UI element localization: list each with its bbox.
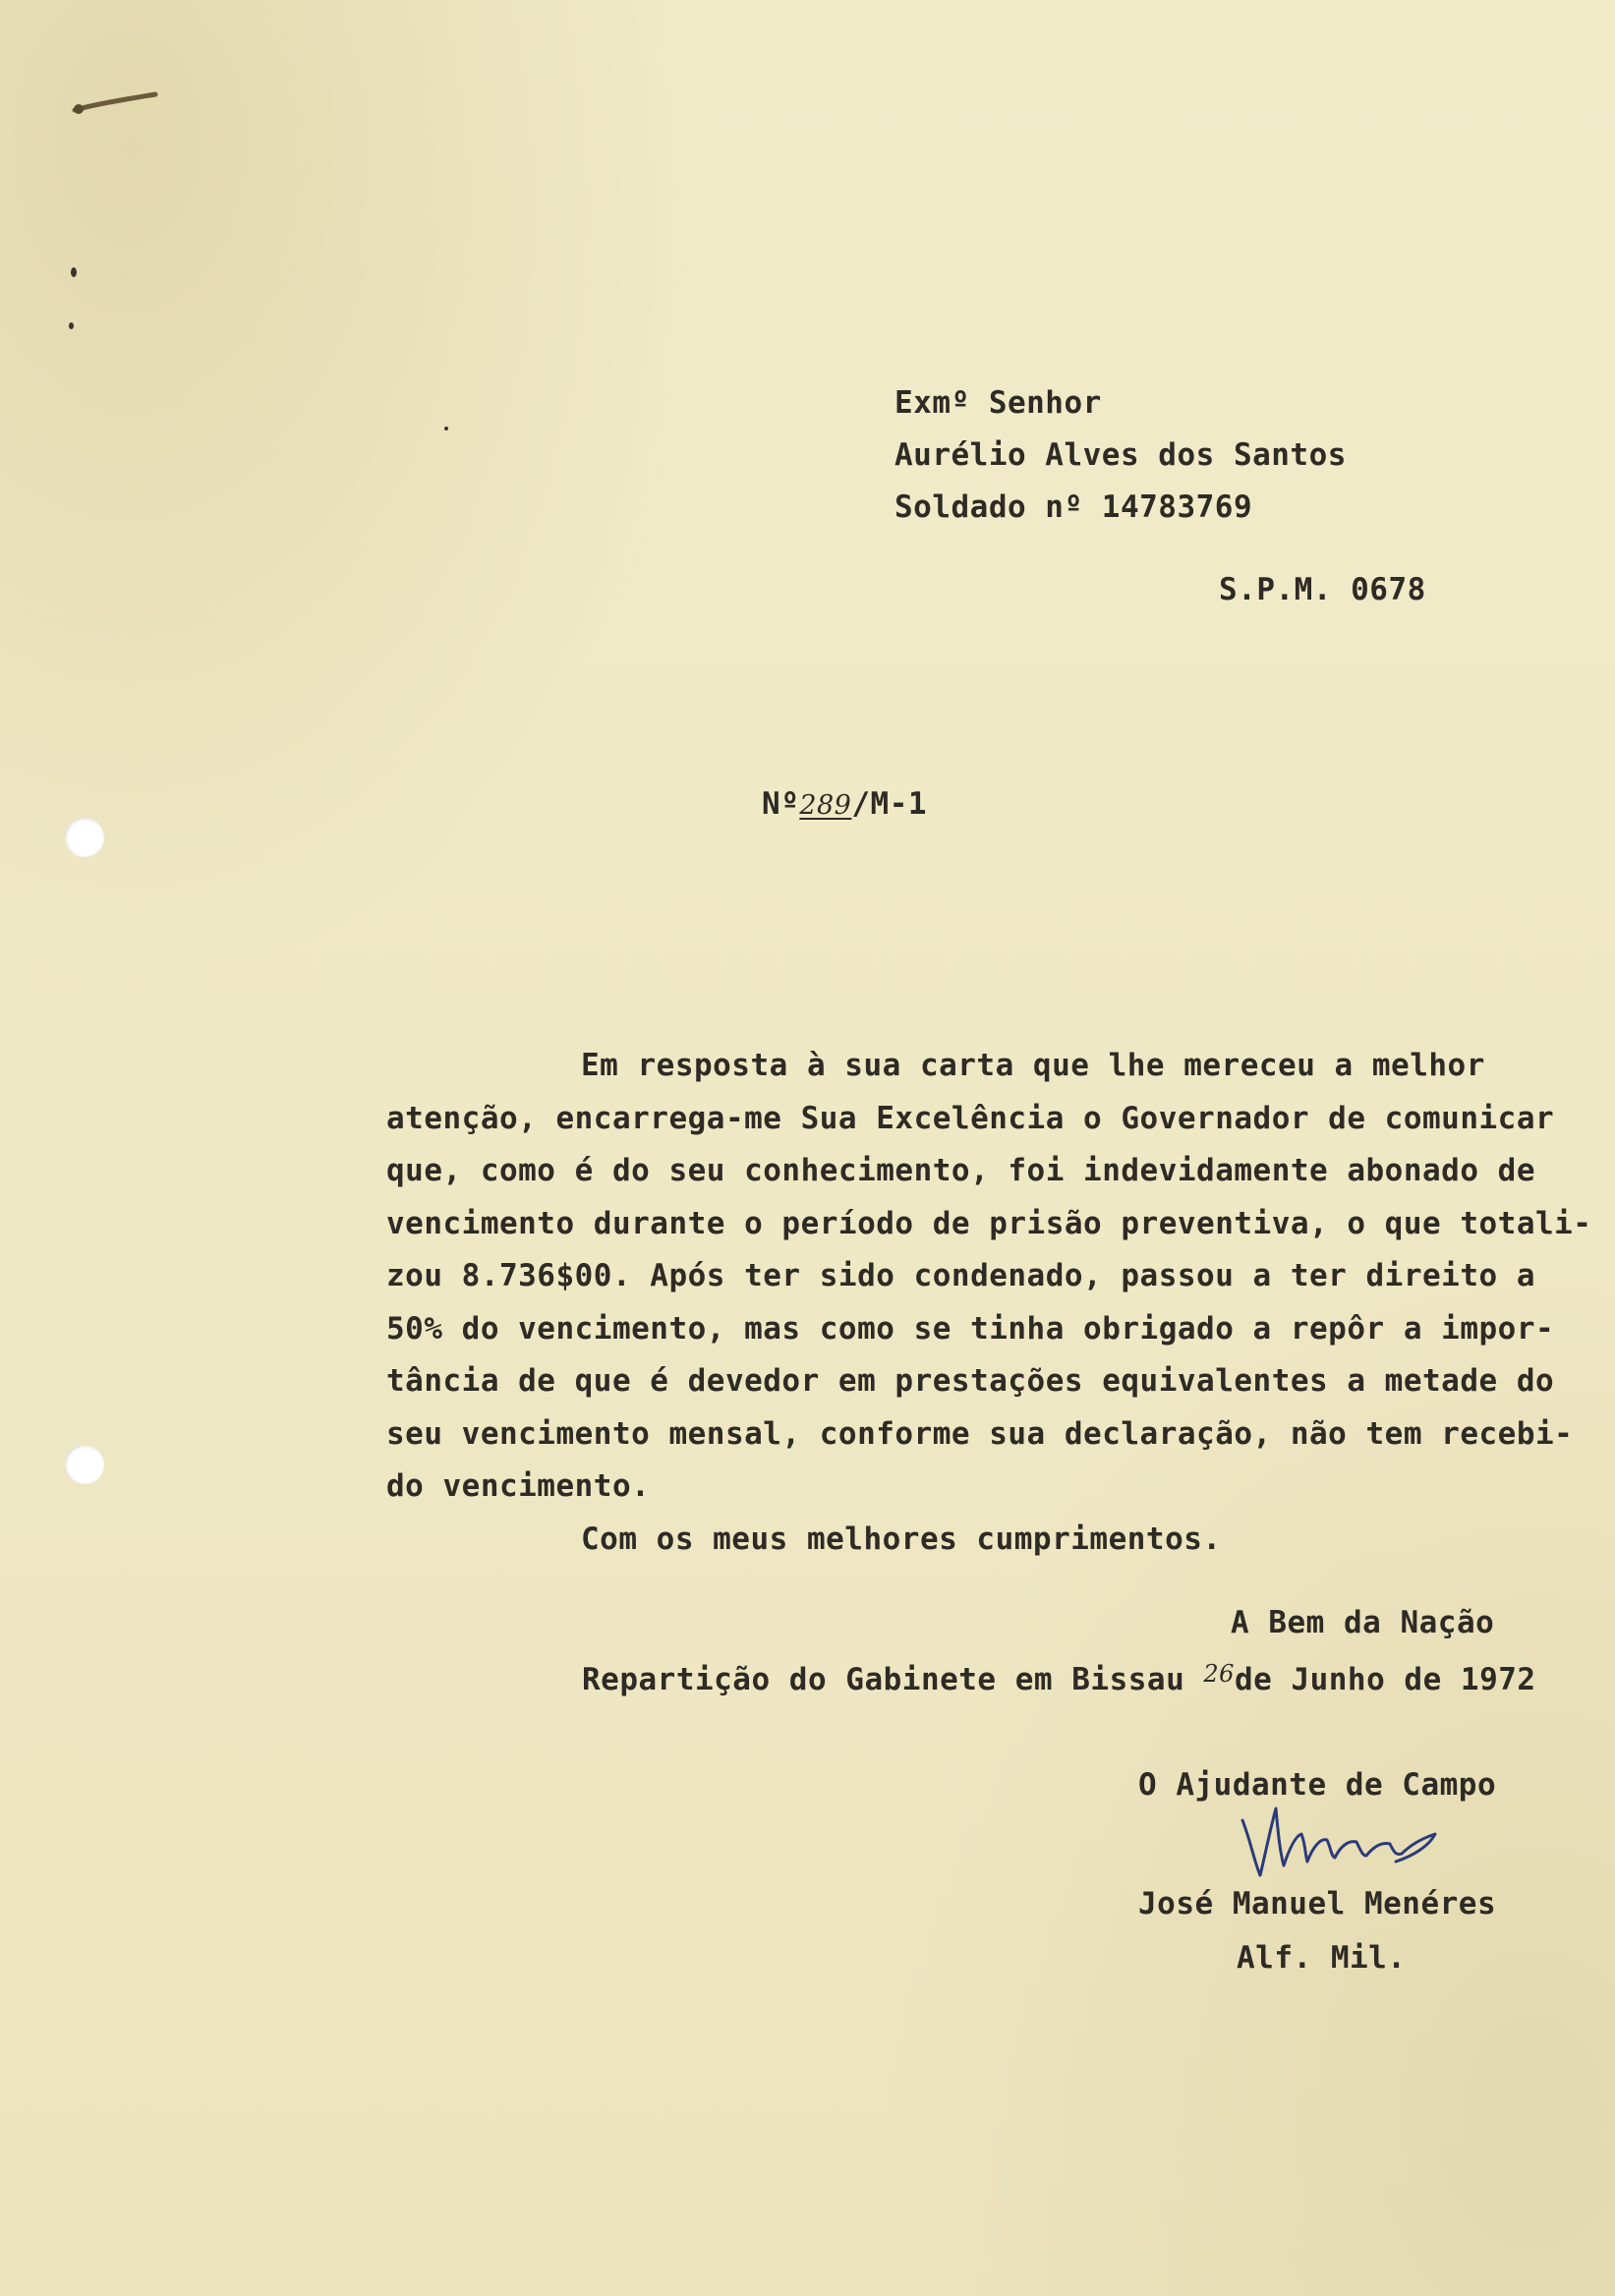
staple-mark [71, 90, 159, 120]
letter-body [386, 1040, 1591, 1566]
body-line: seu vencimento mensal, conforme sua declaração, não tem recebi- [386, 1415, 1574, 1452]
place-date [582, 1654, 1536, 1708]
body-line: Em resposta à sua carta que lhe mereceu a melhor [581, 1048, 1485, 1083]
punch-hole-bottom [65, 1445, 104, 1484]
reference-prefix: Nº [762, 786, 800, 822]
body-line: atenção, encarrega-me Sua Excelência o Governador de comunicar [386, 1100, 1555, 1136]
closing-line: Com os meus melhores cumprimentos. [581, 1521, 1222, 1557]
place-date-before-day: Repartição do Gabinete em Bissau [582, 1662, 1204, 1697]
signer-rank: Alf. Mil. [1237, 1940, 1407, 1976]
body-line: zou 8.736$00. Após ter sido condenado, passou a ter direito a [386, 1258, 1535, 1293]
ink-speck [69, 322, 74, 329]
handwritten-signature [1237, 1801, 1472, 1883]
closing-motto: A Bem da Nação [1231, 1605, 1495, 1640]
reference-handwritten-number: 289 [799, 790, 852, 821]
reference-suffix: /M-1 [851, 786, 928, 822]
signer-name: José Manuel Menéres [1138, 1886, 1497, 1922]
addressee-block [894, 377, 1347, 534]
body-line: do vencimento. [386, 1468, 651, 1504]
body-line: tância de que é devedor em prestações equivalentes a metade do [386, 1363, 1555, 1399]
addressee-rank-number: Soldado nº 14783769 [894, 489, 1253, 525]
body-line: que, como é do seu conhecimento, foi indevidamente abonado de [386, 1153, 1535, 1188]
spm-code: S.P.M. 0678 [1219, 572, 1426, 607]
place-date-after-day: de Junho de 1972 [1234, 1662, 1536, 1697]
addressee-name: Aurélio Alves dos Santos [894, 437, 1347, 473]
ink-speck [444, 427, 448, 430]
signer-title: O Ajudante de Campo [1138, 1767, 1497, 1803]
body-line: 50% do vencimento, mas como se tinha obrigado a repôr a impor- [386, 1310, 1555, 1347]
reference-number [762, 778, 927, 832]
punch-hole-top [65, 818, 104, 857]
handwritten-day: 26 [1203, 1660, 1235, 1688]
body-line: vencimento durante o período de prisão preventiva, o que totali- [386, 1205, 1592, 1241]
ink-speck [71, 267, 77, 277]
addressee-salutation: Exmº Senhor [894, 385, 1102, 421]
